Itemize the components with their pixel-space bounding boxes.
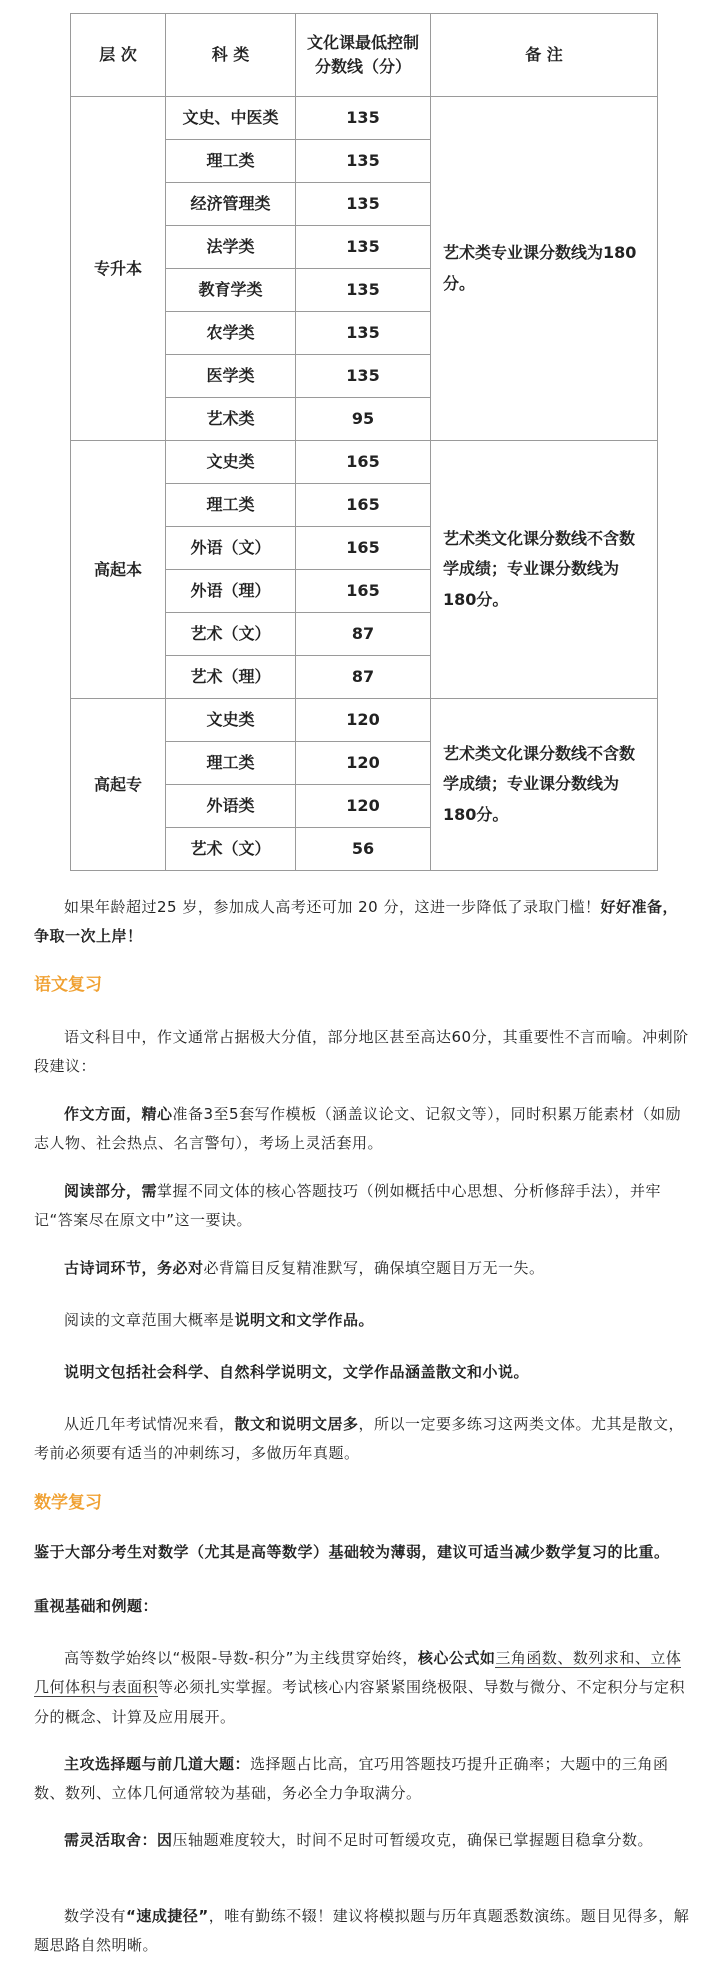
essay-tip-lead: 作文方面，精心 [64, 1105, 173, 1123]
score-cell: 165 [296, 441, 431, 484]
math-basics-bold: 核心公式如 [417, 1649, 496, 1667]
subject-cell: 农学类 [166, 312, 296, 355]
header-level: 层 次 [71, 14, 166, 97]
math-basics [34, 1644, 691, 1732]
score-cell: 165 [296, 570, 431, 613]
table-row [71, 97, 658, 140]
exam-trend-bold: 散文和说明文居多 [234, 1415, 359, 1433]
math-strategy-text: 选择题占比高，宜巧用答题技巧提升正确率；大题中的三角函数、数列、立体几何通常较为基础，务必全力争取满分。 [34, 1755, 669, 1803]
header-score: 文化课最低控制分数线（分） [296, 14, 431, 97]
score-cell: 95 [296, 398, 431, 441]
chinese-heading: 语文复习 [34, 975, 102, 995]
essay-tip [34, 1100, 691, 1159]
subject-cell: 外语（理） [166, 570, 296, 613]
subject-cell: 法学类 [166, 226, 296, 269]
score-cell: 165 [296, 527, 431, 570]
subject-cell: 经济管理类 [166, 183, 296, 226]
math-tradeoff-lead: 需灵活取舍：因 [64, 1831, 173, 1849]
math-closing-text1: 数学没有 [64, 1907, 127, 1925]
subject-cell: 艺术（理） [166, 656, 296, 699]
note-cell: 艺术类文化课分数线不含数学成绩；专业课分数线为180分。 [431, 441, 658, 699]
poetry-tip [34, 1254, 691, 1283]
score-cell: 120 [296, 785, 431, 828]
score-cell: 120 [296, 699, 431, 742]
header-subject: 科 类 [166, 14, 296, 97]
math-tradeoff-text: 压轴题难度较大，时间不足时可暂缓攻克，确保已掌握题目稳拿分数。 [172, 1831, 654, 1849]
level-cell: 专升本 [71, 97, 166, 441]
score-cell: 135 [296, 226, 431, 269]
intro-bold: 好好准备，争取一次上岸！ [34, 898, 678, 946]
table-row [71, 699, 658, 742]
score-cell: 87 [296, 613, 431, 656]
intro-paragraph [34, 893, 691, 952]
table-row [71, 441, 658, 484]
subject-cell: 文史类 [166, 441, 296, 484]
score-table [70, 13, 658, 871]
chinese-intro [34, 1023, 691, 1082]
math-basics-title: 重视基础和例题： [34, 1597, 159, 1615]
math-tradeoff [34, 1826, 691, 1855]
genre-note [34, 1358, 691, 1387]
math-intro: 鉴于大部分考生对数学（尤其是高等数学）基础较为薄弱，建议可适当减少数学复习的比重。 [34, 1543, 670, 1561]
intro-text: 如果年龄超过25 岁，参加成人高考还可加 20 分，这进一步降低了录取门槛！ [64, 898, 601, 916]
score-cell: 135 [296, 183, 431, 226]
exam-trend [34, 1410, 691, 1469]
subject-cell: 文史类 [166, 699, 296, 742]
exam-trend-text2: ，所以一定要多练习这两类文体。尤其是散文，考前必须要有适当的冲刺练习，多做历年真题。 [34, 1415, 685, 1463]
subject-cell: 理工类 [166, 140, 296, 183]
subject-cell: 理工类 [166, 742, 296, 785]
subject-cell: 艺术类 [166, 398, 296, 441]
reading-tip-text: 掌握不同文体的核心答题技巧（例如概括中心思想、分析修辞手法），并牢记“答案尽在原文中”这一要诀。 [34, 1182, 662, 1230]
reading-scope-text: 阅读的文章范围大概率是 [64, 1311, 235, 1329]
math-closing [34, 1902, 691, 1961]
poetry-tip-lead: 古诗词环节，务必对 [64, 1259, 204, 1277]
math-heading: 数学复习 [34, 1493, 102, 1513]
level-cell: 高起本 [71, 441, 166, 699]
subject-cell: 文史、中医类 [166, 97, 296, 140]
level-cell: 高起专 [71, 699, 166, 871]
subject-cell: 外语（文） [166, 527, 296, 570]
math-basics-text2: 等必须扎实掌握。考试核心内容紧紧围绕极限、导数与微分、不定积分与定积分的概念、计算及应用展开。 [34, 1678, 686, 1726]
math-strategy-lead: 主攻选择题与前几道大题： [64, 1755, 251, 1773]
subject-cell: 外语类 [166, 785, 296, 828]
score-cell: 135 [296, 97, 431, 140]
score-cell: 56 [296, 828, 431, 871]
math-closing-bold: “速成捷径” [126, 1907, 209, 1925]
score-cell: 135 [296, 312, 431, 355]
poetry-tip-text: 必背篇目反复精准默写，确保填空题目万无一失。 [203, 1259, 545, 1277]
subject-cell: 理工类 [166, 484, 296, 527]
chinese-intro-text: 语文科目中，作文通常占据极大分值，部分地区甚至高达60分，其重要性不言而喻。冲刺阶段建议： [34, 1028, 689, 1076]
score-cell: 135 [296, 140, 431, 183]
score-cell: 120 [296, 742, 431, 785]
subject-cell: 教育学类 [166, 269, 296, 312]
math-strategy [34, 1750, 691, 1809]
reading-scope [34, 1306, 691, 1335]
reading-scope-bold: 说明文和文学作品。 [234, 1311, 375, 1329]
essay-tip-text: 准备3至5套写作模板（涵盖议论文、记叙文等），同时积累万能素材（如励志人物、社会热点、名言警句），考场上灵活套用。 [34, 1105, 682, 1153]
math-basics-text1: 高等数学始终以“极限-导数-积分”为主线贯穿始终， [64, 1649, 418, 1667]
header-note: 备 注 [431, 14, 658, 97]
score-cell: 135 [296, 355, 431, 398]
note-cell: 艺术类专业课分数线为180分。 [431, 97, 658, 441]
reading-tip-lead: 阅读部分，需 [64, 1182, 158, 1200]
math-closing-text2: ，唯有勤练不辍！建议将模拟题与历年真题悉数演练。题目见得多，解题思路自然明晰。 [34, 1907, 690, 1955]
note-cell: 艺术类文化课分数线不含数学成绩；专业课分数线为180分。 [431, 699, 658, 871]
subject-cell: 艺术（文） [166, 613, 296, 656]
subject-cell: 艺术（文） [166, 828, 296, 871]
score-cell: 135 [296, 269, 431, 312]
genre-note-part2: 文学作品涵盖散文和小说。 [343, 1363, 530, 1381]
score-cell: 165 [296, 484, 431, 527]
table-header-row [71, 14, 658, 97]
reading-tip [34, 1177, 691, 1236]
genre-note-part1: 说明文包括社会科学、自然科学说明文， [64, 1363, 344, 1381]
subject-cell: 医学类 [166, 355, 296, 398]
math-formula-underline: 三角函数、数列求和、立体几何体积与表面积 [34, 1649, 682, 1697]
score-cell: 87 [296, 656, 431, 699]
exam-trend-text1: 从近几年考试情况来看， [64, 1415, 235, 1433]
